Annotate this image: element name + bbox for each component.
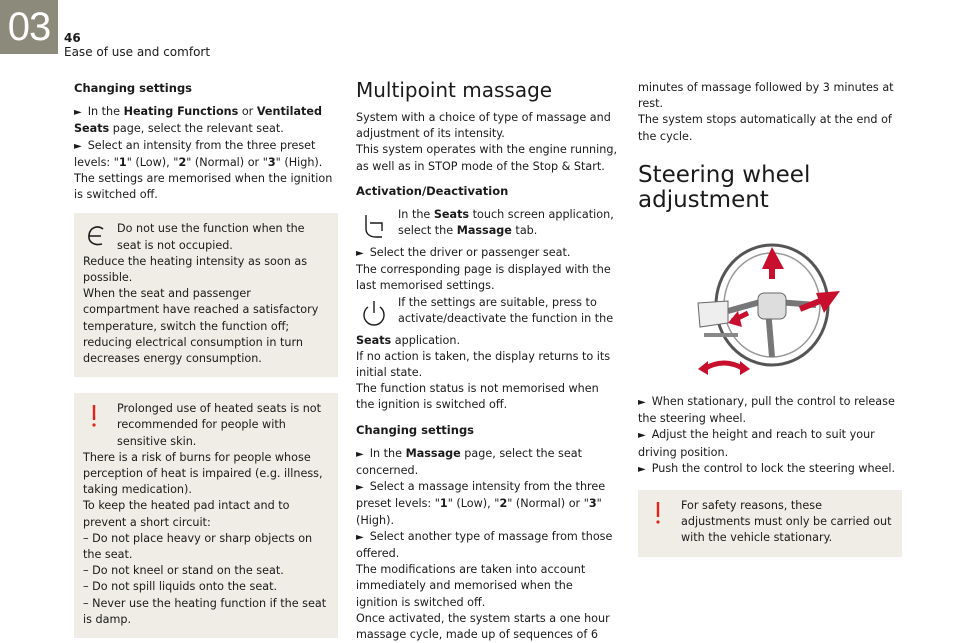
bullet-arrow-icon: ►	[356, 482, 364, 494]
paragraph: In the Seats touch screen application, select the Massage tab.	[356, 207, 618, 239]
section-heading: Changing settings	[74, 81, 193, 95]
warning-text: To keep the heated pad intact and to prevent a short circuit:	[83, 499, 290, 529]
paragraph: ► Select a massage intensity from the three preset levels: "1" (Low), "2" (Normal) or "3" (High).	[356, 480, 606, 527]
sub-heading: Changing settings	[356, 422, 475, 437]
power-icon	[356, 295, 392, 331]
warning-text: There is a risk of burns for people whose perception of heat is impaired (e.g. illness, taking medication).	[83, 450, 323, 497]
sub-heading: Activation/Deactivation	[356, 183, 509, 198]
page-number: 46	[64, 31, 81, 45]
paragraph: ► When stationary, pull the control to release the steering wheel.	[638, 395, 895, 426]
touch-hand-icon	[356, 207, 392, 243]
paragraph: Once activated, the system starts a one hour massage cycle, made up of sequences of 6	[356, 611, 610, 642]
warning-text: – Do not spill liquids onto the seat.	[83, 580, 278, 594]
info-text: Reduce the heating intensity as soon as possible.	[83, 254, 308, 285]
section-title: Steering wheel adjustment	[638, 161, 811, 213]
warning-icon	[85, 403, 103, 429]
bullet-arrow-icon: ►	[356, 248, 364, 260]
paragraph: If no action is taken, the display returns to its initial state.	[356, 349, 611, 380]
bullet-arrow-icon: ►	[356, 531, 364, 543]
paragraph: The corresponding page is displayed with the last memorised settings.	[356, 263, 611, 293]
paragraph: System with a choice of type of massage and adjustment of its intensity.	[356, 111, 611, 141]
bullet-arrow-icon: ►	[638, 463, 646, 475]
paragraph: ► In the Massage page, select the seat concerned.	[356, 446, 583, 478]
warning-text: Prolonged use of heated seats is not recommended for people with sensitive skin.	[117, 402, 322, 448]
paragraph: Seats application.	[356, 333, 461, 347]
column-steering	[638, 80, 902, 557]
steering-wheel-illustration	[684, 239, 848, 379]
chapter-tab: 03	[0, 0, 58, 54]
warning-text: For safety reasons, these adjustments must only be carried out with the vehicle stationary.	[681, 499, 892, 545]
paragraph: ► Push the control to lock the steering wheel.	[638, 461, 896, 475]
bullet-arrow-icon: ►	[74, 107, 82, 119]
paragraph: If the settings are suitable, press to activate/deactivate the function in the	[356, 295, 618, 327]
paragraph: minutes of massage followed by 3 minutes at rest.	[638, 81, 894, 111]
bullet-arrow-icon: ►	[356, 448, 364, 460]
section-title: Multipoint massage	[356, 78, 553, 102]
paragraph: ► In the Heating Functions or Ventilated Seats page, select the relevant seat.	[74, 105, 322, 136]
paragraph: The system stops automatically at the end of the cycle.	[638, 113, 892, 143]
warning-text: – Do not kneel or stand on the seat.	[83, 564, 284, 578]
info-text: Do not use the function when the seat is not occupied.	[117, 222, 305, 252]
bullet-arrow-icon: ►	[638, 397, 646, 409]
warning-icon	[649, 500, 667, 526]
warning-notice	[74, 393, 338, 638]
paragraph: The settings are memorised when the ignition is switched off.	[74, 172, 333, 202]
info-notice	[74, 213, 338, 377]
paragraph: ► Adjust the height and reach to suit your driving position.	[638, 428, 875, 459]
paragraph: This system operates with the engine running, as well as in STOP mode of the Stop & Start.	[356, 143, 618, 173]
warning-text: – Never use the heating function if the seat is damp.	[83, 596, 327, 626]
info-icon	[84, 223, 110, 249]
info-text: When the seat and passenger compartment have reached a satisfactory temperature, switch the function off; reducing electrical consumption in turn decreases energy consumption.	[83, 287, 319, 366]
column-massage	[356, 78, 618, 643]
paragraph: ► Select another type of massage from those offered.	[356, 529, 613, 561]
paragraph: The modifications are taken into account immediately and memorised when the ignition is switched off.	[356, 563, 586, 609]
column-heated-seats	[74, 80, 338, 638]
paragraph: ► Select an intensity from the three preset levels: "1" (Low), "2" (Normal) or "3" (High).	[74, 138, 323, 169]
bullet-arrow-icon: ►	[638, 430, 646, 442]
paragraph: ► Select the driver or passenger seat.	[356, 246, 571, 260]
warning-notice	[638, 490, 902, 557]
paragraph: The function status is not memorised when the ignition is switched off.	[356, 382, 599, 412]
chapter-title: Ease of use and comfort	[64, 45, 211, 59]
bullet-arrow-icon: ►	[74, 140, 82, 152]
warning-text: – Do not place heavy or sharp objects on the seat.	[83, 531, 313, 562]
